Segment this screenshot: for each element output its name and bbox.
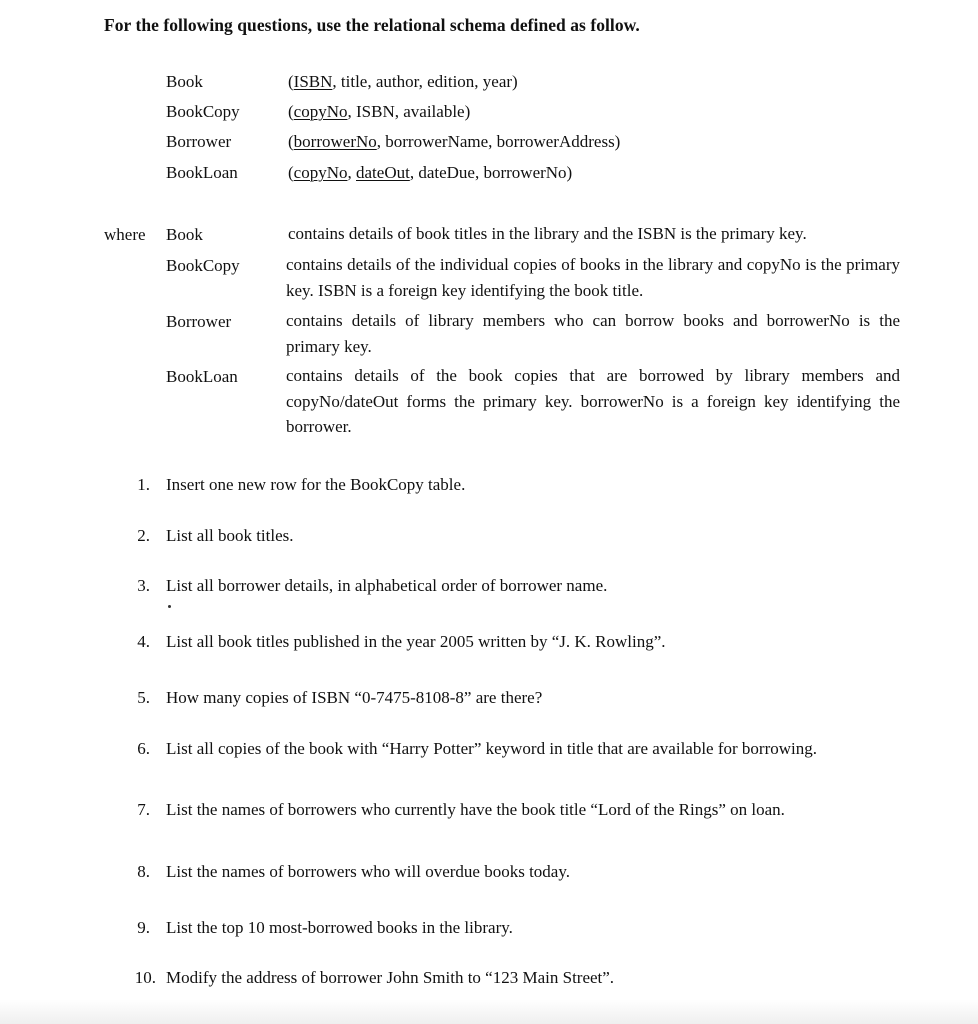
schema-name-borrower: Borrower (166, 132, 232, 151)
question-number: 7. (137, 800, 150, 819)
attr-text: , dateDue, borrowerNo) (409, 163, 573, 182)
desc-name-borrower: Borrower (166, 312, 232, 331)
question-number: 1. (137, 475, 150, 494)
primary-key-attr: borrowerNo (293, 132, 377, 151)
attr-text: , borrowerName, borrowerAddress) (376, 132, 621, 151)
question-text: List all book titles published in the year 2005 written by “J. K. Rowling”. (166, 632, 666, 651)
attr-text: , (347, 163, 356, 182)
question-text: Insert one new row for the BookCopy table. (166, 475, 466, 494)
question-number: 9. (137, 918, 150, 937)
desc-text-borrower: contains details of library members who can borrow books and borrowerNo is the primary key. (286, 311, 900, 356)
desc-text-bookloan: contains details of the book copies that are borrowed by library members and copyNo/dateOut forms the primary key. borrowerNo is a foreign key identifying the borrower. (286, 366, 900, 436)
stray-dot-mark (168, 605, 171, 608)
schema-name-bookcopy: BookCopy (166, 102, 240, 121)
desc-name-bookcopy: BookCopy (166, 256, 240, 275)
where-label: where (104, 225, 146, 244)
schema-attrs-book (288, 72, 518, 92)
attr-text: ( (288, 72, 294, 91)
question-text: How many copies of ISBN “0-7475-8108-8” are there? (166, 688, 543, 707)
question-number: 2. (137, 526, 150, 545)
question-text: List the names of borrowers who currently have the book title “Lord of the Rings” on loan. (166, 800, 785, 819)
attr-text: , ISBN, available) (347, 102, 471, 121)
question-text: List all book titles. (166, 526, 294, 545)
desc-text-bookcopy: contains details of the individual copies of books in the library and copyNo is the primary key. ISBN is a foreign key identifying the book title. (286, 255, 900, 300)
attr-text: ( (288, 102, 294, 121)
question-number: 5. (137, 688, 150, 707)
desc-text-book: contains details of book titles in the library and the ISBN is the primary key. (288, 224, 807, 243)
schema-attrs-bookcopy (288, 102, 470, 122)
question-number: 6. (137, 739, 150, 758)
page-bottom-shadow (0, 1000, 978, 1024)
primary-key-attr: ISBN (293, 72, 333, 91)
question-text: Modify the address of borrower John Smith to “123 Main Street”. (166, 968, 615, 987)
schema-name-book: Book (166, 72, 203, 91)
page-heading: For the following questions, use the relational schema defined as follow. (104, 15, 640, 35)
question-text: List all borrower details, in alphabetical order of borrower name. (166, 576, 608, 595)
primary-key-attr: dateOut (356, 163, 410, 182)
question-text: List the names of borrowers who will overdue books today. (166, 862, 570, 881)
primary-key-attr: copyNo (293, 102, 348, 121)
attr-text: ( (288, 132, 294, 151)
question-text: List the top 10 most-borrowed books in the library. (166, 918, 513, 937)
question-text: List all copies of the book with “Harry Potter” keyword in title that are available for borrowing. (166, 739, 817, 758)
attr-text: ( (288, 163, 294, 182)
attr-text: , title, author, edition, year) (332, 72, 518, 91)
schema-name-bookloan: BookLoan (166, 163, 238, 182)
schema-attrs-borrower (288, 132, 620, 152)
question-number: 4. (137, 632, 150, 651)
schema-attrs-bookloan (288, 163, 572, 183)
question-number: 8. (137, 862, 150, 881)
primary-key-attr: copyNo (293, 163, 348, 182)
desc-name-book: Book (166, 225, 203, 244)
question-number: 10. (134, 968, 156, 987)
desc-name-bookloan: BookLoan (166, 367, 238, 386)
question-number: 3. (137, 576, 150, 595)
